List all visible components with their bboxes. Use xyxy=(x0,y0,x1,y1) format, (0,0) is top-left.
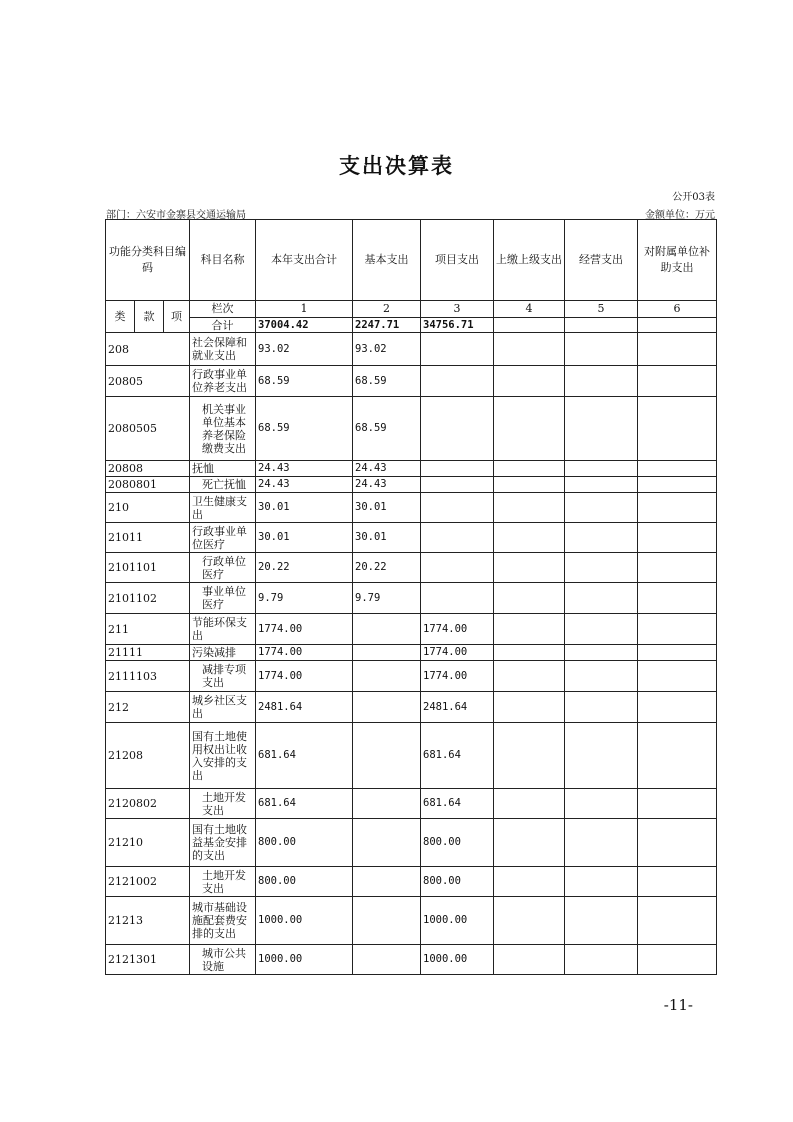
row-total: 20.22 xyxy=(256,553,353,583)
row-business xyxy=(565,645,638,661)
row-basic: 24.43 xyxy=(353,461,421,477)
row-subsidy xyxy=(638,645,717,661)
row-upper xyxy=(494,692,565,723)
row-code: 2121002 xyxy=(106,867,190,897)
row-subject-name: 国有土地使用权出让收入安排的支出 xyxy=(190,723,256,789)
row-project xyxy=(421,397,494,461)
header-business: 经营支出 xyxy=(565,220,638,301)
row-subsidy xyxy=(638,461,717,477)
row-project: 1000.00 xyxy=(421,897,494,945)
table-row xyxy=(106,789,717,819)
table-row xyxy=(106,366,717,397)
total-business xyxy=(565,318,638,333)
row-subject-name: 国有土地收益基金安排的支出 xyxy=(190,819,256,867)
row-business xyxy=(565,523,638,553)
row-subject-name: 土地开发支出 xyxy=(190,867,256,897)
total-project: 34756.71 xyxy=(421,318,494,333)
row-upper xyxy=(494,819,565,867)
row-code: 21011 xyxy=(106,523,190,553)
row-total: 681.64 xyxy=(256,723,353,789)
form-number: 公开03表 xyxy=(672,192,715,203)
row-code: 2080505 xyxy=(106,397,190,461)
row-upper xyxy=(494,645,565,661)
total-upper xyxy=(494,318,565,333)
row-subject-name: 节能环保支出 xyxy=(190,614,256,645)
row-total: 2481.64 xyxy=(256,692,353,723)
row-business xyxy=(565,477,638,493)
row-upper xyxy=(494,867,565,897)
total-label: 合计 xyxy=(190,318,256,333)
row-basic: 20.22 xyxy=(353,553,421,583)
row-basic xyxy=(353,945,421,975)
row-project xyxy=(421,553,494,583)
row-subject-name: 城市公共设施 xyxy=(190,945,256,975)
row-business xyxy=(565,461,638,477)
row-code: 2101101 xyxy=(106,553,190,583)
col-index-2: 2 xyxy=(353,301,421,318)
row-total: 9.79 xyxy=(256,583,353,614)
row-project xyxy=(421,333,494,366)
table-row xyxy=(106,945,717,975)
row-basic xyxy=(353,645,421,661)
row-subsidy xyxy=(638,819,717,867)
row-total: 1774.00 xyxy=(256,661,353,692)
row-upper xyxy=(494,945,565,975)
row-upper xyxy=(494,397,565,461)
row-total: 800.00 xyxy=(256,867,353,897)
row-basic: 93.02 xyxy=(353,333,421,366)
row-code: 20805 xyxy=(106,366,190,397)
row-project xyxy=(421,461,494,477)
total-subsidy xyxy=(638,318,717,333)
row-basic: 30.01 xyxy=(353,493,421,523)
row-upper xyxy=(494,333,565,366)
row-total: 30.01 xyxy=(256,493,353,523)
row-project: 681.64 xyxy=(421,789,494,819)
table-row xyxy=(106,723,717,789)
row-basic: 68.59 xyxy=(353,366,421,397)
row-subject-name: 减排专项支出 xyxy=(190,661,256,692)
row-code: 2120802 xyxy=(106,789,190,819)
header-total: 本年支出合计 xyxy=(256,220,353,301)
row-upper xyxy=(494,583,565,614)
row-business xyxy=(565,723,638,789)
row-code: 2111103 xyxy=(106,661,190,692)
row-business xyxy=(565,583,638,614)
row-code: 21208 xyxy=(106,723,190,789)
row-project: 800.00 xyxy=(421,819,494,867)
row-code: 208 xyxy=(106,333,190,366)
row-business xyxy=(565,867,638,897)
row-code: 21111 xyxy=(106,645,190,661)
row-subject-name: 社会保障和就业支出 xyxy=(190,333,256,366)
total-basic: 2247.71 xyxy=(353,318,421,333)
col-index-4: 4 xyxy=(494,301,565,318)
row-project: 1774.00 xyxy=(421,614,494,645)
table-row xyxy=(106,661,717,692)
row-code: 21210 xyxy=(106,819,190,867)
row-total: 1000.00 xyxy=(256,945,353,975)
total-amount: 37004.42 xyxy=(256,318,353,333)
row-subject-name: 卫生健康支出 xyxy=(190,493,256,523)
row-upper xyxy=(494,523,565,553)
row-subject-name: 行政事业单位医疗 xyxy=(190,523,256,553)
row-project xyxy=(421,366,494,397)
row-code: 20808 xyxy=(106,461,190,477)
header-lanci: 栏次 xyxy=(190,301,256,318)
row-subsidy xyxy=(638,523,717,553)
row-project: 2481.64 xyxy=(421,692,494,723)
row-business xyxy=(565,614,638,645)
row-project xyxy=(421,477,494,493)
header-basic: 基本支出 xyxy=(353,220,421,301)
row-basic: 9.79 xyxy=(353,583,421,614)
row-subsidy xyxy=(638,493,717,523)
row-subsidy xyxy=(638,867,717,897)
header-upper: 上缴上级支出 xyxy=(494,220,565,301)
row-subsidy xyxy=(638,789,717,819)
table-row xyxy=(106,553,717,583)
row-project: 1774.00 xyxy=(421,661,494,692)
row-project: 1774.00 xyxy=(421,645,494,661)
header-project: 项目支出 xyxy=(421,220,494,301)
row-subsidy xyxy=(638,477,717,493)
department-label: 部门：六安市金寨县交通运输局 xyxy=(106,210,246,221)
row-upper xyxy=(494,366,565,397)
header-lei: 类 xyxy=(106,301,135,333)
row-basic xyxy=(353,789,421,819)
row-subject-name: 行政事业单位养老支出 xyxy=(190,366,256,397)
header-kuan: 款 xyxy=(135,301,164,333)
row-basic: 30.01 xyxy=(353,523,421,553)
row-project xyxy=(421,523,494,553)
row-upper xyxy=(494,461,565,477)
row-total: 68.59 xyxy=(256,366,353,397)
row-total: 93.02 xyxy=(256,333,353,366)
row-upper xyxy=(494,897,565,945)
row-total: 30.01 xyxy=(256,523,353,553)
row-code: 2101102 xyxy=(106,583,190,614)
row-code: 2080801 xyxy=(106,477,190,493)
row-total: 68.59 xyxy=(256,397,353,461)
row-upper xyxy=(494,477,565,493)
row-business xyxy=(565,366,638,397)
row-business xyxy=(565,692,638,723)
row-project: 800.00 xyxy=(421,867,494,897)
row-subject-name: 抚恤 xyxy=(190,461,256,477)
header-subject-name: 科目名称 xyxy=(190,220,256,301)
row-subject-name: 土地开发支出 xyxy=(190,789,256,819)
header-xiang: 项 xyxy=(164,301,190,333)
header-func-code: 功能分类科目编码 xyxy=(106,220,190,301)
row-business xyxy=(565,397,638,461)
row-subject-name: 城乡社区支出 xyxy=(190,692,256,723)
table-row xyxy=(106,692,717,723)
row-total: 800.00 xyxy=(256,819,353,867)
row-subsidy xyxy=(638,614,717,645)
table-row xyxy=(106,645,717,661)
row-subject-name: 行政单位医疗 xyxy=(190,553,256,583)
row-subject-name: 事业单位医疗 xyxy=(190,583,256,614)
row-subject-name: 死亡抚恤 xyxy=(190,477,256,493)
row-business xyxy=(565,661,638,692)
row-total: 1000.00 xyxy=(256,897,353,945)
row-business xyxy=(565,553,638,583)
row-total: 24.43 xyxy=(256,477,353,493)
row-basic: 24.43 xyxy=(353,477,421,493)
row-business xyxy=(565,897,638,945)
table-row xyxy=(106,493,717,523)
row-subsidy xyxy=(638,397,717,461)
row-project: 1000.00 xyxy=(421,945,494,975)
row-basic xyxy=(353,614,421,645)
page-title: 支出决算表 xyxy=(339,153,454,178)
col-index-6: 6 xyxy=(638,301,717,318)
row-subsidy xyxy=(638,723,717,789)
col-index-3: 3 xyxy=(421,301,494,318)
row-subject-name: 机关事业单位基本养老保险缴费支出 xyxy=(190,397,256,461)
table-body xyxy=(106,333,717,975)
row-upper xyxy=(494,661,565,692)
row-subsidy xyxy=(638,333,717,366)
row-total: 24.43 xyxy=(256,461,353,477)
row-subsidy xyxy=(638,583,717,614)
row-subsidy xyxy=(638,553,717,583)
row-code: 2121301 xyxy=(106,945,190,975)
table-row xyxy=(106,333,717,366)
row-subsidy xyxy=(638,661,717,692)
row-code: 21213 xyxy=(106,897,190,945)
row-business xyxy=(565,945,638,975)
row-total: 1774.00 xyxy=(256,614,353,645)
row-subsidy xyxy=(638,897,717,945)
row-upper xyxy=(494,789,565,819)
row-basic: 68.59 xyxy=(353,397,421,461)
row-project: 681.64 xyxy=(421,723,494,789)
row-business xyxy=(565,819,638,867)
row-basic xyxy=(353,661,421,692)
unit-label: 金额单位：万元 xyxy=(645,210,715,221)
table-row xyxy=(106,461,717,477)
table-row xyxy=(106,523,717,553)
table-row xyxy=(106,583,717,614)
expenditure-table xyxy=(105,219,717,975)
row-total: 681.64 xyxy=(256,789,353,819)
table-row xyxy=(106,897,717,945)
col-index-1: 1 xyxy=(256,301,353,318)
table-row xyxy=(106,614,717,645)
row-business xyxy=(565,789,638,819)
row-subsidy xyxy=(638,366,717,397)
header-subsidy: 对附属单位补助支出 xyxy=(638,220,717,301)
row-subject-name: 城市基础设施配套费安排的支出 xyxy=(190,897,256,945)
row-upper xyxy=(494,614,565,645)
row-code: 211 xyxy=(106,614,190,645)
table-row xyxy=(106,819,717,867)
row-basic xyxy=(353,897,421,945)
row-total: 1774.00 xyxy=(256,645,353,661)
row-upper xyxy=(494,723,565,789)
row-business xyxy=(565,333,638,366)
col-index-5: 5 xyxy=(565,301,638,318)
row-subsidy xyxy=(638,945,717,975)
row-basic xyxy=(353,867,421,897)
row-basic xyxy=(353,692,421,723)
table-row xyxy=(106,867,717,897)
row-subject-name: 污染减排 xyxy=(190,645,256,661)
page-number: -11- xyxy=(663,996,693,1014)
row-code: 212 xyxy=(106,692,190,723)
row-subsidy xyxy=(638,692,717,723)
table-row xyxy=(106,477,717,493)
row-project xyxy=(421,583,494,614)
row-project xyxy=(421,493,494,523)
row-business xyxy=(565,493,638,523)
row-basic xyxy=(353,723,421,789)
table-row xyxy=(106,397,717,461)
row-basic xyxy=(353,819,421,867)
row-code: 210 xyxy=(106,493,190,523)
row-upper xyxy=(494,493,565,523)
row-upper xyxy=(494,553,565,583)
